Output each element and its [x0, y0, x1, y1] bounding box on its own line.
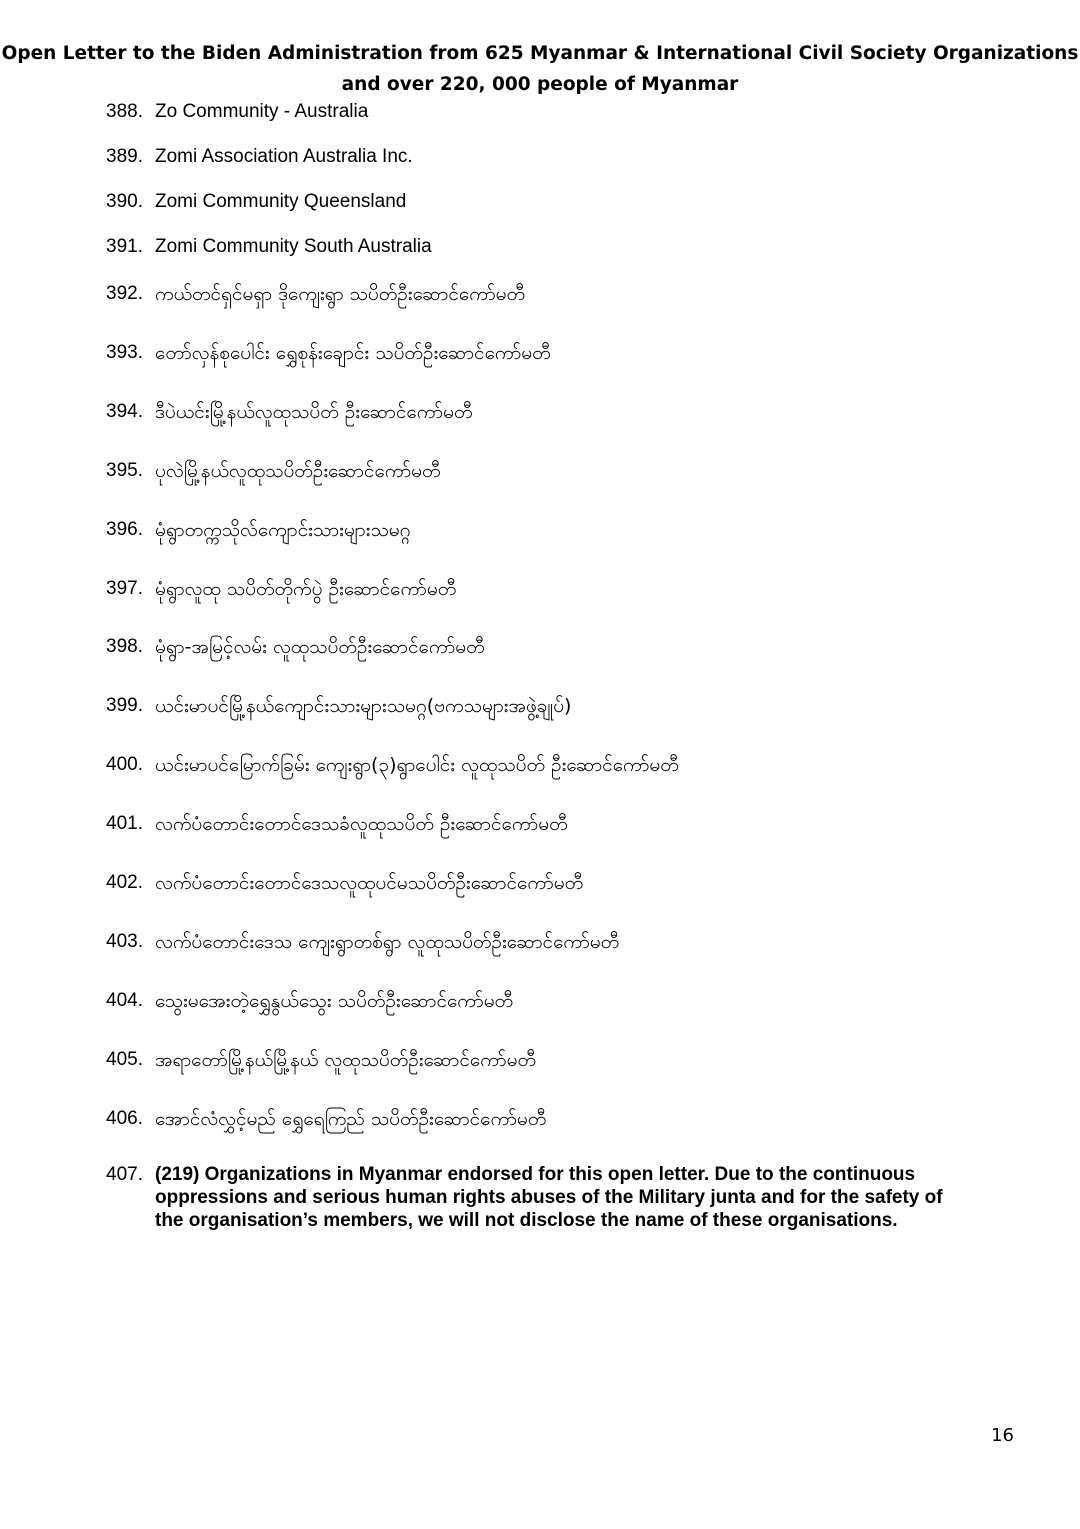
- list-item-text: အောင်လံလွှင့်မည် ရွှေရေကြည် သပိတ်ဦးဆောင်ကော်မတီ: [155, 1108, 547, 1130]
- list-item-number: 392.: [106, 283, 143, 304]
- undisclosed-organizations-text: [155, 1163, 1005, 1232]
- list-item-text: Zomi Community Queensland: [155, 191, 407, 212]
- list-item-text: Zo Community - Australia: [155, 101, 369, 122]
- list-item-text: မုံရွာလူထု သပိတ်တိုက်ပွဲ ဦးဆောင်ကော်မတီ: [155, 578, 457, 600]
- list-item-number: 396.: [106, 519, 143, 540]
- list-item-number: 397.: [106, 578, 143, 599]
- list-item-number: 388.: [106, 101, 143, 122]
- list-item-text: Zomi Community South Australia: [155, 236, 432, 257]
- list-item-text: လက်ပံတောင်းတောင်ဒေသခံလူထုသပိတ် ဦးဆောင်ကော်မတီ: [155, 813, 568, 835]
- note-line-2: oppressions and serious human rights abuses of the Military junta and for the safety of: [155, 1187, 943, 1208]
- list-item-text: ပုလဲမြို့နယ်လူထုသပိတ်ဦးဆောင်ကော်မတီ: [155, 460, 441, 482]
- list-item-number: 395.: [106, 460, 143, 481]
- header-title-line-2: and over 220, 000 people of Myanmar: [341, 74, 739, 95]
- list-item-text: ကယ်တင်ရှင်မရှာ ဒိုကျေးရွာ သပိတ်ဦးဆောင်ကော်မတီ: [155, 283, 525, 305]
- list-item-number: 390.: [106, 191, 143, 212]
- list-item-text: လက်ပံတောင်းဒေသ ကျေးရွာတစ်ရွာ လူထုသပိတ်ဦးဆောင်ကော်မတီ: [155, 931, 620, 953]
- list-item-text: အရာတော်မြို့နယ်မြို့နယ် လူထုသပိတ်ဦးဆောင်ကော်မတီ: [155, 1049, 536, 1071]
- list-item-number: 400.: [106, 754, 143, 775]
- list-item-text: ယင်းမာပင်မြို့နယ်ကျောင်းသားများသမဂ္ဂ(ဗကသများအဖွဲ့ချုပ်): [155, 695, 572, 717]
- list-item-text: မုံရွာတက္ကသိုလ်ကျောင်းသားများသမဂ္ဂ: [155, 519, 411, 541]
- list-item-number: 406.: [106, 1108, 143, 1129]
- page-number: 16: [991, 1425, 1014, 1446]
- list-item-number: 407.: [106, 1164, 143, 1185]
- header-title-line-1: Open Letter to the Biden Administration from 625 Myanmar & International Civil Society Organizations: [1, 43, 1079, 64]
- list-item-number: 389.: [106, 146, 143, 167]
- list-item-number: 399.: [106, 695, 143, 716]
- list-item-text: မုံရွာ-အမြင့်လမ်း လူထုသပိတ်ဦးဆောင်ကော်မတီ: [155, 636, 485, 658]
- list-item-number: 404.: [106, 990, 143, 1011]
- list-item-number: 405.: [106, 1049, 143, 1070]
- list-item-text: ယင်းမာပင်မြောက်ခြမ်း ကျေးရွာ(၃)ရွာပေါင်း လူထုသပိတ် ဦးဆောင်ကော်မတီ: [155, 754, 679, 776]
- list-item-number: 403.: [106, 931, 143, 952]
- list-item-number: 398.: [106, 636, 143, 657]
- list-item-text: လက်ပံတောင်းတောင်ဒေသလူထုပင်မသပိတ်ဦးဆောင်ကော်မတီ: [155, 872, 584, 894]
- document-header: [0, 38, 1080, 100]
- list-item-text: Zomi Association Australia Inc.: [155, 146, 413, 167]
- list-item-text: တော်လှန်စုပေါင်း ရွှေစုန်းချောင်း သပိတ်ဦးဆောင်ကော်မတီ: [155, 342, 551, 364]
- list-item-text: သွေးမအေးတဲ့ရွှေနွယ်သွေး သပိတ်ဦးဆောင်ကော်မတီ: [155, 990, 514, 1012]
- list-item-number: 401.: [106, 813, 143, 834]
- list-item-number: 402.: [106, 872, 143, 893]
- note-line-3: the organisation’s members, we will not disclose the name of these organisations.: [155, 1210, 898, 1231]
- list-item-text: ဒီပဲယင်းမြို့နယ်လူထုသပိတ် ဦးဆောင်ကော်မတီ: [155, 401, 473, 423]
- list-item-number: 393.: [106, 342, 143, 363]
- list-item-number: 391.: [106, 236, 143, 257]
- note-line-1: (219) Organizations in Myanmar endorsed for this open letter. Due to the continuous: [155, 1164, 916, 1185]
- list-item-number: 394.: [106, 401, 143, 422]
